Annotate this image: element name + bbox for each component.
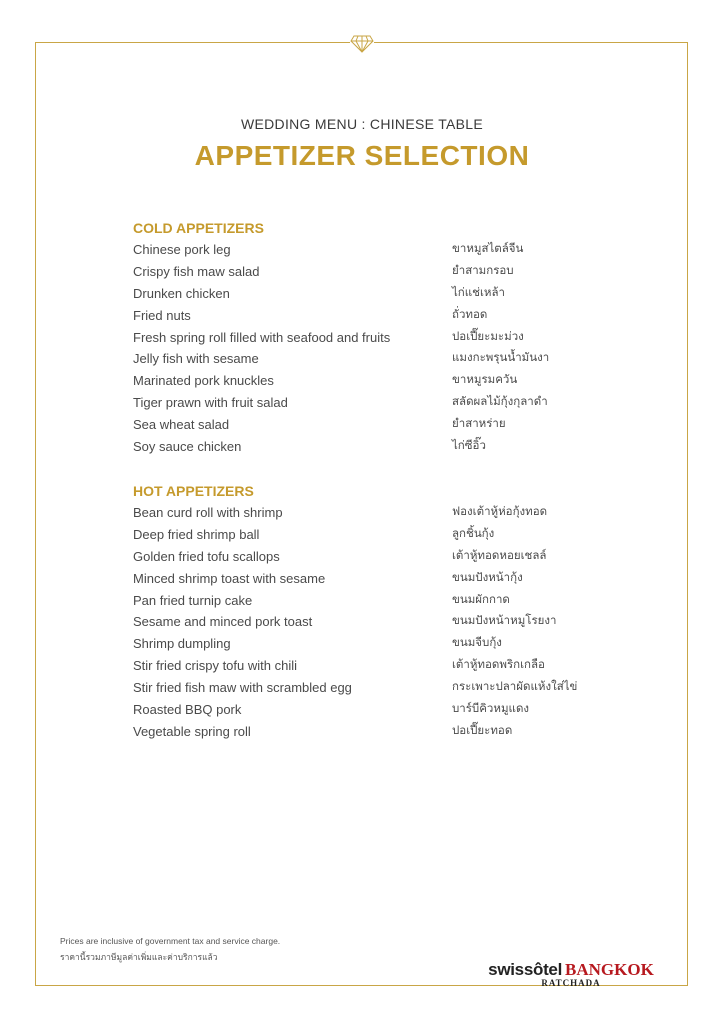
item-name-th: กระเพาะปลาผัดแห้งใส่ไข่ [452,681,578,694]
tax-note-th: ราคานี้รวมภาษีมูลค่าเพิ่มและค่าบริการแล้ว [60,952,218,962]
logo-city: BANGKOK [565,960,654,979]
item-name-en: Stir fried crispy tofu with chili [133,658,297,674]
item-name-th: ปอเปี๊ยะมะม่วง [452,330,524,343]
item-name-th: ฟองเต้าหู้ห่อกุ้งทอด [452,506,548,518]
menu-item [133,414,593,436]
menu-item [133,370,593,392]
item-name-en: Drunken chicken [133,285,230,301]
item-name-en: Fresh spring roll filled with seafood and fruits [133,329,391,345]
item-name-en: Bean curd roll with shrimp [133,505,283,520]
menu-item [133,502,593,524]
menu-item [133,699,593,721]
page-title: APPETIZER SELECTION [194,140,530,171]
item-name-th: ลูกชิ้นกุ้ง [452,527,495,540]
item-name-th: ปอเปี๊ยะทอด [452,724,513,737]
menu-item [133,655,593,677]
item-name-th: ถั่วทอด [452,308,488,321]
item-name-th: ขาหมูรมควัน [452,374,518,387]
logo-area: RATCHADA [541,978,601,988]
menu-item [133,611,593,633]
item-name-th: ไก่ซีอิ๊ว [452,440,486,453]
item-name-en: Sesame and minced pork toast [133,614,313,630]
item-name-th: เต้าหู้ทอดหอยเชลล์ [452,549,547,562]
logo-brand: swissôtel [488,960,563,979]
diamond-icon [350,32,374,54]
item-name-en: Shrimp dumpling [133,636,231,652]
item-name-th: ยำสาหร่าย [452,418,506,431]
menu-item [133,261,593,283]
menu-item [133,524,593,546]
menu-item [133,568,593,590]
menu-subtitle: WEDDING MENU : CHINESE TABLE [240,116,484,132]
item-name-th: ขนมจีบกุ้ง [452,637,502,650]
item-name-en: Golden fried tofu scallops [133,548,280,564]
menu-item [133,239,593,261]
item-name-en: Stir fried fish maw with scrambled egg [133,680,352,696]
menu-item [133,436,593,458]
item-name-th: สลัดผลไม้กุ้งกุลาดำ [452,396,548,409]
item-name-th: บาร์บีคิวหมูแดง [452,703,530,716]
item-name-th: ขนมผักกาด [452,593,510,606]
item-name-en: Roasted BBQ pork [133,702,242,718]
item-name-en: Deep fried shrimp ball [133,526,260,542]
menu-item [133,392,593,414]
section-heading: COLD APPETIZERS [133,220,264,236]
menu-item [133,546,593,568]
tax-note-en: Prices are inclusive of government tax and service charge. [60,936,281,946]
menu-item [133,590,593,612]
item-name-en: Marinated pork knuckles [133,373,274,389]
item-name-en: Fried nuts [133,307,191,323]
item-name-th: ยำสามกรอบ [452,264,514,277]
item-name-en: Pan fried turnip cake [133,592,253,608]
item-name-th: ไก่แช่เหล้า [452,286,505,299]
item-name-en: Jelly fish with sesame [133,351,259,367]
menu-item [133,327,593,349]
menu-item [133,305,593,327]
item-name-en: Soy sauce chicken [133,439,242,455]
item-name-th: แมงกะพรุนน้ำมันงา [452,352,550,365]
item-name-en: Tiger prawn with fruit salad [133,395,288,411]
item-name-th: ขนมปังหน้าหมูโรยงา [452,615,557,628]
hot-appetizers-section [133,480,593,743]
item-name-en: Crispy fish maw salad [133,263,260,279]
section-heading: HOT APPETIZERS [133,483,254,499]
cold-appetizers-section [133,217,593,458]
hotel-logo [486,960,656,988]
menu-item [133,633,593,655]
menu-item [133,721,593,743]
menu-item [133,677,593,699]
item-name-en: Sea wheat salad [133,417,230,433]
menu-item [133,283,593,305]
item-name-th: ขนมปังหน้ากุ้ง [452,571,523,584]
menu-item [133,348,593,370]
item-name-en: Chinese pork leg [133,242,231,257]
item-name-en: Vegetable spring roll [133,723,251,739]
item-name-th: ขาหมูสไตล์จีน [452,243,524,255]
item-name-th: เต้าหู้ทอดพริกเกลือ [452,659,545,672]
item-name-en: Minced shrimp toast with sesame [133,570,326,586]
